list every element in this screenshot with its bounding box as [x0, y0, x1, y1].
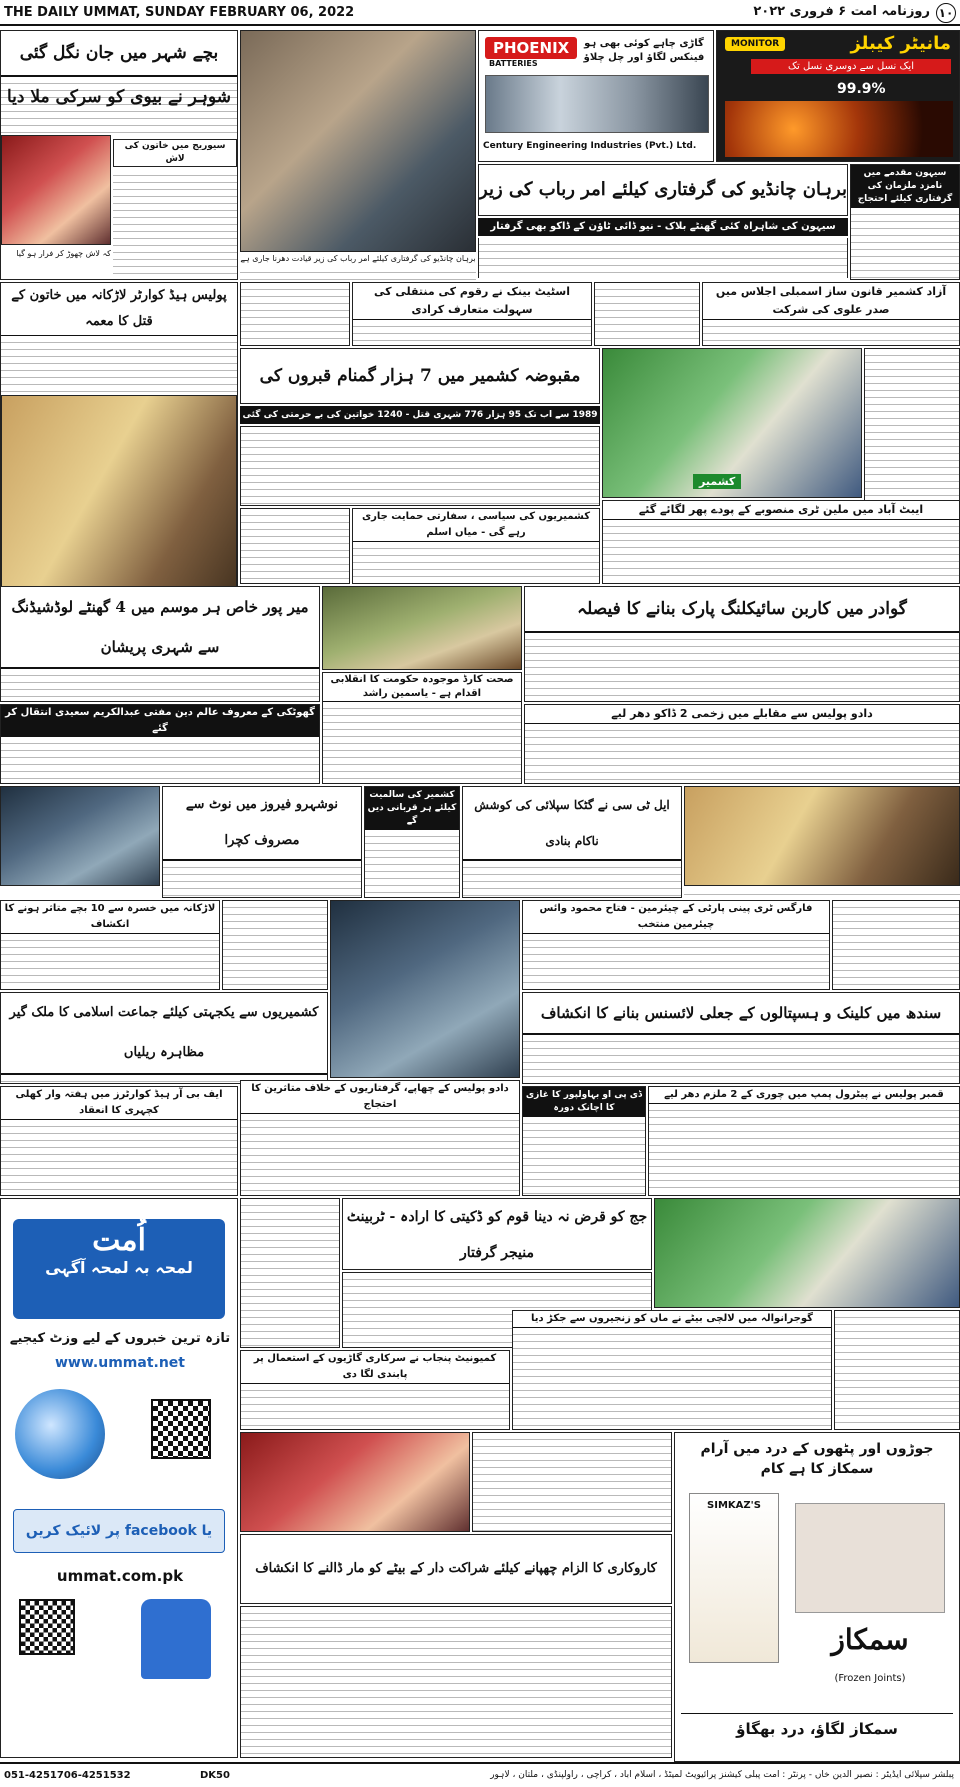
magnifier-icon — [15, 1389, 105, 1479]
story-s22-headline: سندھ میں کلینک و ہسپتالوں کے جعلی لائسنس بنانے کا انکشاف — [523, 993, 959, 1035]
story-s28 — [512, 1310, 832, 1430]
story-s13-headline: صحت کارڈ موجودہ حکومت کا انقلابی اقدام ہے - یاسمین راشد — [323, 673, 521, 702]
story-small-5 — [222, 900, 328, 990]
story-s10-headline: ایبٹ آباد میں ملین ٹری منصوبے کے پودے پھر لگائے گئے — [603, 501, 959, 520]
ad-simkaz-model-photo — [795, 1503, 945, 1613]
story-s7-body — [703, 320, 959, 346]
story-s9 — [352, 508, 600, 584]
story-small-5-body — [223, 901, 327, 989]
masthead-english-date: THE DAILY UMMAT, SUNDAY FEBRUARY 06, 2022 — [4, 5, 355, 20]
story-s16-body — [163, 861, 361, 898]
story-s1 — [0, 30, 238, 280]
story-small-4-body — [241, 509, 349, 583]
story-small-9-body — [473, 1433, 671, 1531]
story-s24-photo — [330, 900, 520, 1078]
story-s14-headline: دادو پولیس سے مقابلے میں زخمی 2 ڈاکو دھر لیے — [525, 705, 959, 724]
story-small-6 — [832, 900, 960, 990]
story-s2-body — [113, 169, 237, 279]
ad-monitor-percent: 99.9% — [837, 81, 886, 97]
story-s26-headline: قمبر پولیس نے پیٹرول پمپ میں چوری کے 2 ملزم دھر لیے — [649, 1087, 959, 1104]
ad-ummat-motto: لمحہ بہ لمحہ آگہی — [45, 1258, 193, 1277]
story-s3-extra — [240, 266, 476, 280]
story-s30 — [240, 1350, 510, 1430]
story-s18-body — [365, 830, 459, 898]
ad-monitor-title: مانیٹر کیبلز — [850, 33, 951, 54]
story-s1-headline: بچے شہر میں جان نگل گئی شوہر نے بیوی کو سرکی ملا دیا — [1, 31, 237, 77]
ad-phoenix-slogan: گاڑی چاہے کوئی بھی ہو فینکس لگاؤ اور چل چلاؤ — [583, 38, 705, 63]
story-small-2 — [594, 282, 700, 346]
story-small-8-body — [835, 1311, 959, 1429]
story-s15 — [0, 704, 320, 784]
ad-ummat-pk: ummat.com.pk — [56, 1567, 184, 1585]
story-s4-headline: سیہون مقدمے میں نامزد ملزمان کی گرفتاری کیلئے احتجاج — [851, 165, 959, 208]
story-s29 — [240, 1534, 672, 1604]
story-s4 — [850, 164, 960, 280]
ad-simkaz-logo: SIMKAZ'S — [707, 1500, 761, 1511]
story-small-9 — [472, 1432, 672, 1532]
ad-phoenix-cars-image — [485, 75, 709, 133]
story-s16 — [162, 786, 362, 898]
story-s10-photo — [602, 348, 862, 498]
ad-ummat-facebook-bar — [13, 1509, 225, 1553]
ad-ummat — [0, 1198, 238, 1758]
qr-code-icon — [19, 1599, 75, 1655]
story-s18-headline: کشمیر کی سالمیت کیلئے ہر قربانی دیں گے — [365, 787, 459, 830]
ad-phoenix — [478, 30, 714, 162]
story-s19 — [0, 900, 220, 990]
story-s10-body — [603, 520, 959, 582]
ad-simkaz — [674, 1432, 960, 1762]
story-s12 — [0, 586, 320, 702]
story-s18 — [364, 786, 460, 898]
story-s9-body — [353, 542, 599, 584]
story-s7 — [702, 282, 960, 346]
story-s3-photo — [240, 30, 476, 252]
ad-simkaz-package — [689, 1493, 779, 1663]
story-s23 — [0, 1086, 238, 1196]
story-s11 — [524, 586, 960, 702]
story-s3-caption: برہان چانڈیو کی گرفتاری کیلئے امر رباب کی زیر قیادت دھرنا جاری ہے — [240, 254, 476, 263]
masthead-urdu-date: روزنامہ امت ۶ فروری ۲۰۲۲ — [753, 4, 930, 19]
story-small-4 — [240, 508, 350, 584]
ad-ummat-web: www.ummat.net — [55, 1355, 185, 1371]
story-s4-body — [851, 208, 959, 280]
story-s27-headline: جج کو قرض نہ دینا قوم کو ڈکیتی کا ارادہ - ٹربینٹ منیجر گرفتار — [343, 1199, 651, 1270]
story-s17-photo-caption — [684, 888, 960, 898]
story-s6-headline: اسٹیٹ بینک نے رقوم کی منتقلی کی سہولت متعارف کرادی — [353, 283, 591, 320]
story-s25 — [522, 1086, 646, 1196]
masthead — [0, 0, 960, 26]
ad-phoenix-company: Century Engineering Industries (Pvt.) Ltd. — [483, 141, 697, 151]
story-small-7 — [240, 1198, 340, 1348]
story-s8-body — [240, 426, 600, 506]
story-s12-body — [1, 669, 319, 702]
story-s8 — [240, 348, 600, 404]
footer-phone: 051-4251706-4251532 — [4, 1770, 131, 1781]
story-s11-body — [525, 633, 959, 701]
footer-price: DK50 — [200, 1770, 230, 1781]
ad-monitor-fireworks-image — [725, 101, 953, 157]
story-s25-headline: ڈی پی او بہاولپور کا غازی کا اچانک دورہ — [523, 1087, 645, 1117]
story-s1-photo — [1, 135, 111, 245]
story-s9-headline: کشمیریوں کی سیاسی ، سفارتی حمایت جاری رہے گی - میاں اسلم — [353, 509, 599, 542]
story-s25-body — [523, 1117, 645, 1195]
story-s29-headline: کاروکاری کا الزام چھپانے کیلئے شراکت دار کے بیٹے کو مار ڈالنے کا انکشاف — [241, 1535, 671, 1603]
story-s7-headline: آزاد کشمیر قانون ساز اسمبلی اجلاس میں صدر علوی کی شرکت — [703, 283, 959, 320]
story-s21 — [0, 992, 328, 1084]
story-s28-headline: گوجرانوالہ میں لالچی بیٹے نے ماں کو زنجیروں سے جکڑ دیا — [513, 1311, 831, 1328]
story-s28-body — [513, 1328, 831, 1430]
story-small-3-body — [865, 349, 959, 505]
story-s15-headline: گھوٹکی کے معروف عالم دین مفتی عبدالکریم سعیدی انتقال کر گئے — [1, 705, 319, 737]
story-s15-body — [1, 737, 319, 784]
story-s24-headline: دادو پولیس کے چھاپے، گرفتاریوں کے خلاف متاثرین کا احتجاج — [241, 1081, 519, 1114]
story-s24-body — [241, 1114, 519, 1196]
story-event-photo — [654, 1198, 960, 1308]
story-s17-headline: ایل ٹی سی نے گٹکا سپلائی کی کوشش ناکام بنادی — [463, 787, 681, 861]
story-s3 — [478, 164, 848, 216]
story-s19-body — [1, 934, 219, 990]
story-s22-body — [523, 1035, 959, 1083]
story-s27 — [342, 1198, 652, 1270]
story-small-1 — [240, 282, 350, 346]
story-small-8 — [834, 1310, 960, 1430]
ad-monitor-logo: MONITOR — [725, 37, 785, 51]
footer-imprint: پبلشر سپلائی ایڈیٹر : نصیر الدین خاں - پرنٹر : امت پبلی کیشنز پرائیویٹ لمیٹڈ ، اسلام آباد ، کراچی ، راولپنڈی ، ملتان ، لاہور — [490, 1770, 954, 1780]
story-small-2-body — [595, 283, 699, 345]
story-s12-headline: میر پور خاص ہر موسم میں 4 گھنٹے لوڈشیڈنگ سے شہری پریشان — [1, 587, 319, 669]
page-number: ۱۰ — [936, 3, 956, 23]
story-s26 — [648, 1086, 960, 1196]
story-s22 — [522, 992, 960, 1084]
story-s6-body — [353, 320, 591, 346]
story-s23-headline: ایف بی آر ہیڈ کوارٹرز میں ہفتہ وار کھلی کچہری کا انعقاد — [1, 1087, 237, 1120]
story-s17 — [462, 786, 682, 898]
story-meeting-photo — [240, 1432, 470, 1532]
ad-phoenix-sub: BATTERIES — [489, 59, 538, 68]
ad-ummat-logo: اُمت — [92, 1223, 146, 1258]
story-s14-body — [525, 724, 959, 784]
thumbs-up-icon — [141, 1599, 211, 1679]
story-small-7-body — [241, 1199, 339, 1347]
story-s8-headline: مقبوضہ کشمیر میں 7 ہزار گمنام قبروں کی — [241, 349, 599, 404]
story-s2-headline: سیوریج میں خاتون کی لاش — [113, 139, 237, 167]
story-s13 — [322, 672, 522, 784]
qr-code-icon — [151, 1399, 211, 1459]
story-s17-body — [463, 861, 681, 898]
ad-simkaz-name: سمکاز — [831, 1623, 909, 1656]
story-s11-headline: گوادر میں کاربن سائیکلنگ پارک بنانے کا فیصلہ — [525, 587, 959, 633]
story-s3-headline: برہان چانڈیو کی گرفتاری کیلئے امر رباب کی زیر — [479, 165, 847, 216]
ad-simkaz-en: (Frozen Joints) — [834, 1673, 906, 1684]
story-s23-body — [1, 1120, 237, 1196]
story-s16-headline: نوشہرو فیروز میں نوٹ سے مصروف کچرا — [163, 787, 361, 861]
story-s3-body — [478, 238, 848, 278]
story-s20-headline: فارگس ٹری پینی پارٹی کے چیئرمین - فتاح محمود وائس چیئرمین منتخب — [523, 901, 829, 934]
story-s30-headline: کمیونیٹ پنجاب نے سرکاری گاڑیوں کے استعمال پر پابندی لگا دی — [241, 1351, 509, 1384]
ad-ummat-banner — [13, 1219, 225, 1319]
story-s20-body — [523, 934, 829, 990]
story-small-6-body — [833, 901, 959, 989]
story-s21-headline: کشمیریوں سے یکجہتی کیلئے جماعت اسلامی کا ملک گیر مظاہرہ ریلیاں — [1, 993, 327, 1075]
story-s5-headline: پولیس ہیڈ کوارٹر لاڑکانہ میں خاتون کے قتل کا معمہ — [1, 283, 237, 336]
story-s3-subhead: سیہون کی شاہراہ کئی گھنٹے بلاک - نیو ڈائی ٹاؤن کے ڈاکو بھی گرفتار — [478, 218, 848, 236]
story-s19-headline: لاڑکانہ میں خسرہ سے 10 بچے متاثر ہونے کا انکشاف — [1, 901, 219, 934]
story-s16-photo — [0, 786, 160, 886]
story-small-1-body — [241, 283, 349, 345]
story-s14 — [524, 704, 960, 784]
ad-monitor-tagline: ایک نسل سے دوسری نسل تک — [751, 59, 951, 74]
story-s13-photo — [322, 586, 522, 670]
story-small-3 — [864, 348, 960, 506]
story-s10-banner-text: کشمیر — [693, 474, 741, 489]
story-s1-caption: کہ لاش چھوڑ کر فرار ہو گیا — [16, 249, 111, 258]
story-s13-body — [323, 702, 521, 784]
story-s6 — [352, 282, 592, 346]
footer — [0, 1762, 960, 1787]
story-s26-body — [649, 1104, 959, 1194]
ad-simkaz-tagline: جوڑوں اور پٹھوں کے درد میں آرام سمکاز کا ہے کام — [700, 1441, 934, 1477]
story-s30-body — [241, 1384, 509, 1430]
ad-ummat-visit: تازہ ترین خبروں کے لیے وزٹ کیجیے — [9, 1331, 231, 1346]
story-s8-subhead: 1989 سے اب تک 95 ہزار 776 شہری قتل - 1240 خواتین کی بے حرمتی کی گئی — [240, 406, 600, 424]
story-s10 — [602, 500, 960, 584]
ad-ummat-facebook: یا facebook پر لائیک کریں — [25, 1523, 213, 1539]
story-s20 — [522, 900, 830, 990]
story-s17-photo — [684, 786, 960, 886]
ad-simkaz-footer: سمکاز لگاؤ، درد بھگاؤ — [681, 1713, 953, 1738]
story-s29-body — [240, 1606, 672, 1758]
ad-phoenix-logo: PHOENIX — [485, 37, 577, 59]
story-s24 — [240, 1080, 520, 1196]
ad-monitor — [716, 30, 960, 162]
